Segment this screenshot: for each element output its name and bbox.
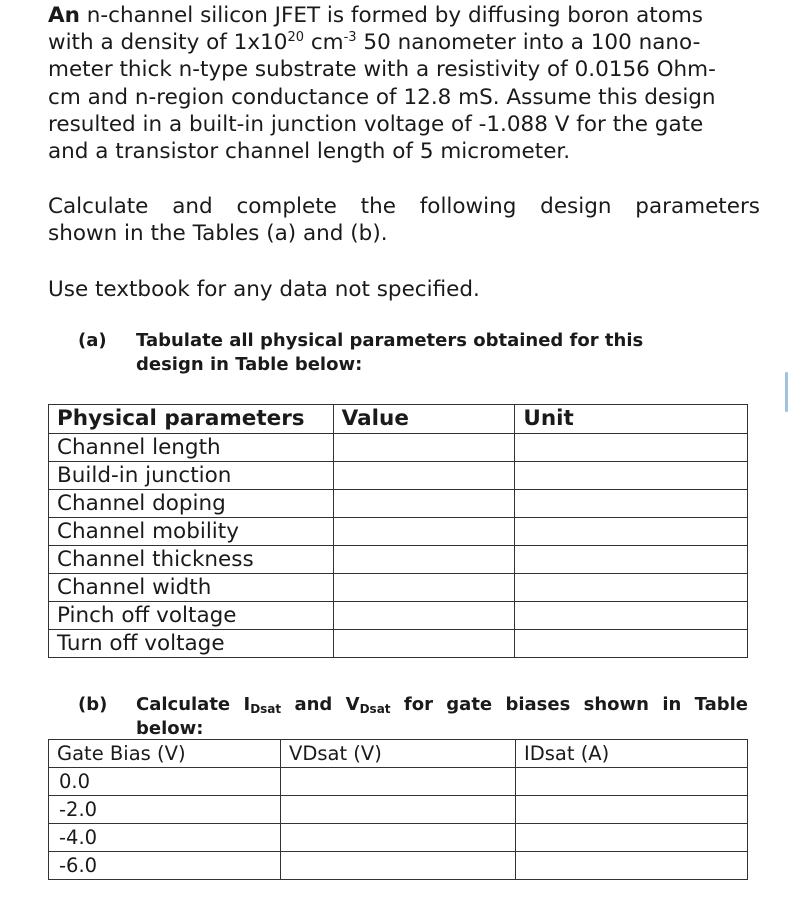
part-b-text: Calculate $I_{Dsat}$ and $V_{Dsat}$ for gate biases shown in Table below: [136,694,749,739]
param-name: Channel width [49,574,334,602]
value-cell [333,434,515,462]
intro-lead-word: An [48,3,80,28]
table-row [49,852,748,880]
idsat-cell [515,768,747,796]
header-unit: Unit [515,405,748,434]
table-row [49,518,748,546]
value-cell [333,518,515,546]
vdsat-cell [280,768,515,796]
problem-statement [48,2,760,165]
gate-bias-value: -2.0 [49,796,281,824]
value-cell [333,602,515,630]
header-idsat: IDsat (A) [515,740,747,768]
unit-cell [515,546,748,574]
vdsat-cell [280,824,515,852]
idsat-cell [515,796,747,824]
table-row [49,824,748,852]
value-cell [333,462,515,490]
value-cell [333,574,515,602]
textbook-note: Use textbook for any data not specified. [48,277,480,302]
intro-line-3: meter thick n-type substrate with a resistivity of 0.0156 Ohm- [48,57,716,83]
table-row [49,768,748,796]
table-row [49,602,748,630]
table-row [49,630,748,658]
param-name: Channel doping [49,490,334,518]
calc-instruction [48,193,760,247]
unit-cell [515,518,748,546]
unit-cell [515,434,748,462]
param-name: Build-in junction [49,462,334,490]
value-cell [333,630,515,658]
unit-cell [515,462,748,490]
table-row [49,546,748,574]
physical-parameters-table [48,404,748,658]
intro-line-2: with a density of $1x10^{20}$ $cm^{-3}$ 50 nanometer into a 100 nano- [48,30,701,56]
intro-line-6: and a transistor channel length of 5 micrometer. [48,139,571,165]
table-row [49,574,748,602]
param-name: Channel length [49,434,334,462]
gate-bias-table [48,739,748,880]
gate-bias-value: 0.0 [49,768,281,796]
table-row [49,462,748,490]
unit-cell [515,602,748,630]
idsat-cell [515,852,747,880]
vdsat-cell [280,796,515,824]
gate-bias-value: -6.0 [49,852,281,880]
header-gate-bias: Gate Bias (V) [49,740,281,768]
table-row [49,796,748,824]
param-name: Channel mobility [49,518,334,546]
part-a-text: Tabulate all physical parameters obtained for this design in Table below: [136,330,644,375]
intro-line-5: resulted in a built-in junction voltage of -1.088 V for the gate [48,111,704,137]
calc-line-1: Calculate and complete the following design parameters [48,194,760,219]
header-physical-parameters: Physical parameters [49,405,334,434]
gate-bias-value: -4.0 [49,824,281,852]
calc-line-2: shown in the Tables (a) and (b). [48,221,388,247]
idsat-cell [515,824,747,852]
header-vdsat: VDsat (V) [280,740,515,768]
intro-line-4: cm and n-region conductance of 12.8 mS. Assume this design [48,84,716,110]
value-cell [333,546,515,574]
unit-cell [515,574,748,602]
part-b-label: (b) [78,694,108,715]
intro-line-1: An n-channel silicon JFET is formed by diffusing boron atoms [48,3,703,28]
part-a-label: (a) [78,330,107,351]
header-value: Value [333,405,515,434]
value-cell [333,490,515,518]
unit-cell [515,630,748,658]
table-row [49,490,748,518]
param-name: Pinch off voltage [49,602,334,630]
param-name: Turn off voltage [49,630,334,658]
param-name: Channel thickness [49,546,334,574]
table-header-row [49,740,748,768]
table-row [49,434,748,462]
vdsat-cell [280,852,515,880]
unit-cell [515,490,748,518]
table-header-row [49,405,748,434]
